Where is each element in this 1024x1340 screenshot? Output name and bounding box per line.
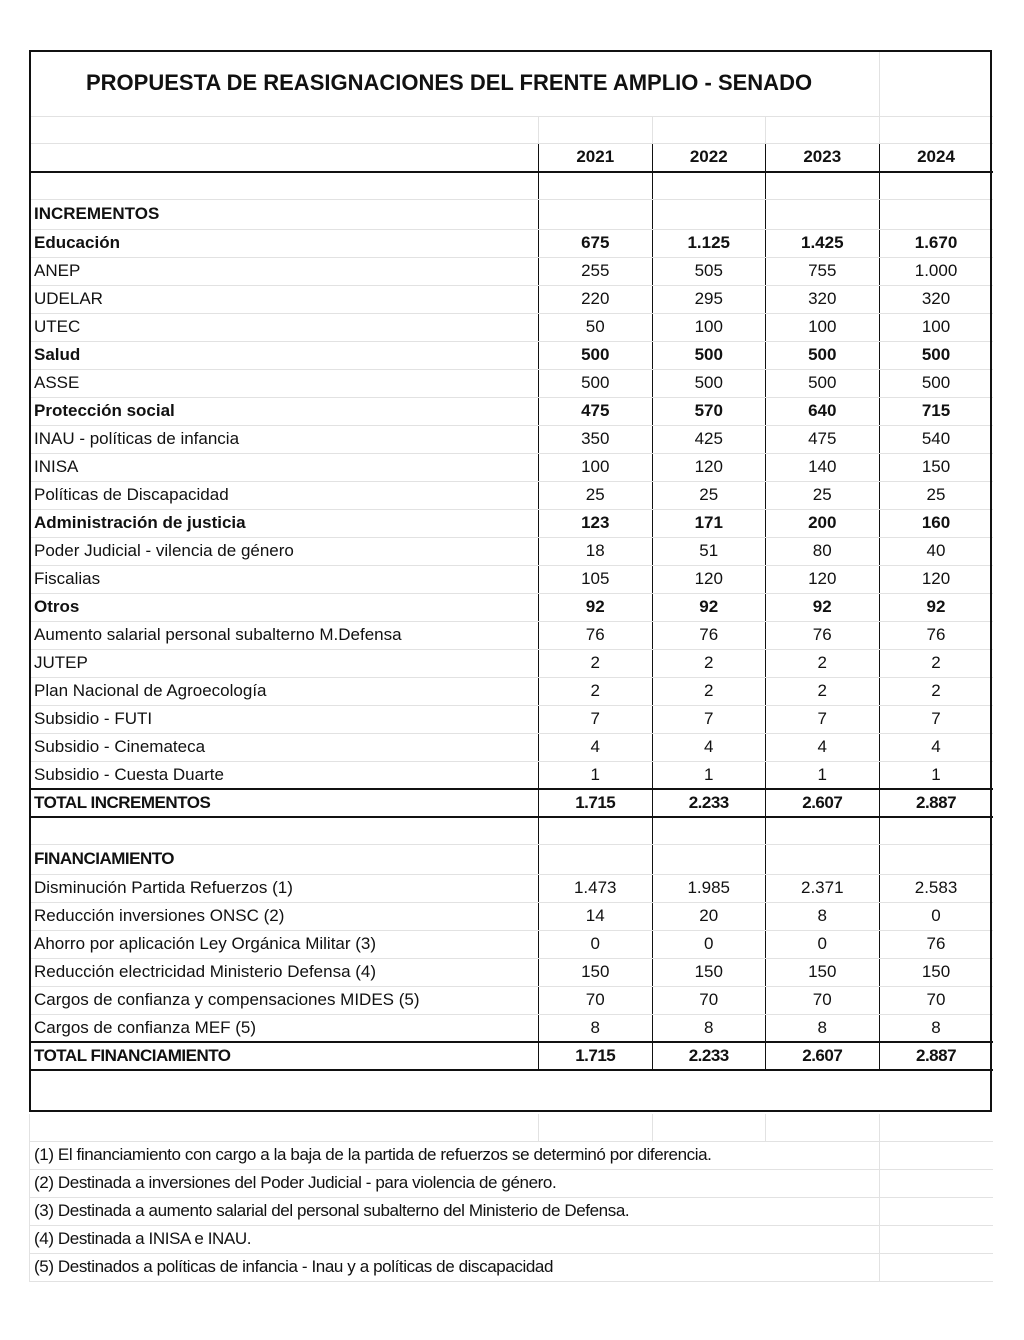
cell-value: 76 [879, 930, 993, 958]
cell-value: 150 [652, 958, 766, 986]
cell-value: 1.425 [766, 229, 880, 257]
table-row [30, 369, 993, 397]
table-row [30, 1014, 993, 1042]
cell-value: 640 [766, 397, 880, 425]
table-row [30, 761, 993, 789]
table-row [30, 537, 993, 565]
cell-value: 18 [539, 537, 653, 565]
cell-value: 160 [879, 509, 993, 537]
footnote: (1) El financiamiento con cargo a la baja de la partida de refuerzos se determinó por diferencia. [30, 1141, 880, 1169]
cell-value: 92 [539, 593, 653, 621]
cell-value: 25 [652, 481, 766, 509]
cell-value: 505 [652, 257, 766, 285]
row-label: Reducción electricidad Ministerio Defensa (4) [30, 958, 539, 986]
cell-value: 4 [879, 733, 993, 761]
cell-value: 2.607 [766, 789, 880, 817]
cell-value: 7 [766, 705, 880, 733]
footnote-row [30, 1225, 993, 1253]
cell-value: 1.125 [652, 229, 766, 257]
cell-value: 2.371 [766, 874, 880, 902]
cell-value: 120 [766, 565, 880, 593]
cell-value: 570 [652, 397, 766, 425]
row-label: Políticas de Discapacidad [30, 481, 539, 509]
cell-value: 25 [539, 481, 653, 509]
cell-value: 100 [766, 313, 880, 341]
cell-value: 150 [539, 958, 653, 986]
cell-value: 2 [766, 677, 880, 705]
spacer-row [30, 172, 993, 199]
cell-value: 500 [879, 341, 993, 369]
cell-value: 70 [766, 986, 880, 1014]
cell-value: 2.233 [652, 1042, 766, 1070]
cell-value: 0 [652, 930, 766, 958]
footnote-row [30, 1169, 993, 1197]
cell-value: 500 [652, 341, 766, 369]
table-row [30, 341, 993, 369]
cell-value: 200 [766, 509, 880, 537]
cell-value: 8 [766, 902, 880, 930]
cell-value: 295 [652, 285, 766, 313]
footnote-row [30, 1253, 993, 1281]
row-label: Plan Nacional de Agroecología [30, 677, 539, 705]
cell-value: 4 [766, 733, 880, 761]
row-label: JUTEP [30, 649, 539, 677]
cell-value: 76 [766, 621, 880, 649]
cell-value: 25 [766, 481, 880, 509]
cell-value: 500 [539, 369, 653, 397]
spreadsheet [29, 50, 992, 1071]
row-label: Poder Judicial - vilencia de género [30, 537, 539, 565]
row-label: Otros [30, 593, 539, 621]
cell-value: 14 [539, 902, 653, 930]
cell-value: 25 [879, 481, 993, 509]
table-row [30, 593, 993, 621]
cell-value: 0 [539, 930, 653, 958]
cell-value: 20 [652, 902, 766, 930]
cell-value: 0 [879, 902, 993, 930]
cell-value: 2 [879, 649, 993, 677]
cell-value: 50 [539, 313, 653, 341]
row-label: Salud [30, 341, 539, 369]
cell-value: 500 [539, 341, 653, 369]
cell-value: 220 [539, 285, 653, 313]
cell-value: 1 [879, 761, 993, 789]
section-header-row [30, 844, 993, 874]
cell-value: 2 [879, 677, 993, 705]
cell-value: 2.233 [652, 789, 766, 817]
year-header: 2022 [652, 143, 766, 172]
row-label: Reducción inversiones ONSC (2) [30, 902, 539, 930]
spacer-row [30, 116, 993, 143]
table-row [30, 425, 993, 453]
cell-value: 755 [766, 257, 880, 285]
cell-value: 4 [652, 733, 766, 761]
row-label: TOTAL FINANCIAMIENTO [30, 1042, 539, 1070]
footnote: (2) Destinada a inversiones del Poder Judicial - para violencia de género. [30, 1169, 880, 1197]
row-label: TOTAL INCREMENTOS [30, 789, 539, 817]
cell-value: 2.607 [766, 1042, 880, 1070]
cell-value: 1.715 [539, 1042, 653, 1070]
row-label: Ahorro por aplicación Ley Orgánica Militar (3) [30, 930, 539, 958]
row-label: UTEC [30, 313, 539, 341]
table-row [30, 986, 993, 1014]
cell-value: 4 [539, 733, 653, 761]
cell-value: 92 [879, 593, 993, 621]
table-row [30, 565, 993, 593]
table-row [30, 874, 993, 902]
cell-value: 425 [652, 425, 766, 453]
row-label: Disminución Partida Refuerzos (1) [30, 874, 539, 902]
cell-value: 150 [879, 453, 993, 481]
cell-value: 70 [539, 986, 653, 1014]
cell-value: 500 [766, 341, 880, 369]
table-row [30, 313, 993, 341]
table-row [30, 257, 993, 285]
cell-value: 1 [766, 761, 880, 789]
cell-value: 1.670 [879, 229, 993, 257]
row-label: Subsidio - FUTI [30, 705, 539, 733]
cell-value: 1.473 [539, 874, 653, 902]
cell-value: 92 [766, 593, 880, 621]
cell-value: 150 [766, 958, 880, 986]
table-row [30, 481, 993, 509]
cell-value: 500 [879, 369, 993, 397]
cell-value: 76 [879, 621, 993, 649]
table-row [30, 453, 993, 481]
year-header-row [30, 143, 993, 172]
cell-value: 255 [539, 257, 653, 285]
cell-value: 1.000 [879, 257, 993, 285]
table-row [30, 509, 993, 537]
row-label: INISA [30, 453, 539, 481]
row-label: Fiscalias [30, 565, 539, 593]
row-label: UDELAR [30, 285, 539, 313]
table-row [30, 902, 993, 930]
row-label: INAU - políticas de infancia [30, 425, 539, 453]
table-row [30, 733, 993, 761]
row-label: ANEP [30, 257, 539, 285]
footnote-row [30, 1197, 993, 1225]
year-header: 2021 [539, 143, 653, 172]
row-label: Subsidio - Cinemateca [30, 733, 539, 761]
row-label: Protección social [30, 397, 539, 425]
cell-value: 76 [652, 621, 766, 649]
cell-value: 120 [652, 565, 766, 593]
cell-value: 70 [652, 986, 766, 1014]
cell-value: 123 [539, 509, 653, 537]
cell-value: 320 [766, 285, 880, 313]
cell-value: 475 [539, 397, 653, 425]
cell-value: 100 [539, 453, 653, 481]
row-label: Educación [30, 229, 539, 257]
cell-value: 2 [766, 649, 880, 677]
cell-value: 7 [652, 705, 766, 733]
cell-value: 92 [652, 593, 766, 621]
cell-value: 540 [879, 425, 993, 453]
table-row [30, 649, 993, 677]
footnote: (3) Destinada a aumento salarial del personal subalterno del Ministerio de Defensa. [30, 1197, 880, 1225]
footnote: (5) Destinados a políticas de infancia - Inau y a políticas de discapacidad [30, 1253, 880, 1281]
total-row [30, 1042, 993, 1070]
cell-value: 120 [652, 453, 766, 481]
cell-value: 105 [539, 565, 653, 593]
cell-value: 150 [879, 958, 993, 986]
cell-value: 500 [766, 369, 880, 397]
row-label: Subsidio - Cuesta Duarte [30, 761, 539, 789]
cell-value: 140 [766, 453, 880, 481]
section-header-row [30, 199, 993, 229]
cell-value: 2 [652, 649, 766, 677]
table-row [30, 930, 993, 958]
cell-value: 675 [539, 229, 653, 257]
row-label: Administración de justicia [30, 509, 539, 537]
row-label: Cargos de confianza y compensaciones MIDES (5) [30, 986, 539, 1014]
cell-value: 1 [652, 761, 766, 789]
cell-value: 70 [879, 986, 993, 1014]
cell-value: 2.583 [879, 874, 993, 902]
cell-value: 1.985 [652, 874, 766, 902]
cell-value: 320 [879, 285, 993, 313]
table-row [30, 397, 993, 425]
footnote-row [30, 1141, 993, 1169]
table-row [30, 705, 993, 733]
footnote: (4) Destinada a INISA e INAU. [30, 1225, 880, 1253]
table-row [30, 621, 993, 649]
row-label: Aumento salarial personal subalterno M.Defensa [30, 621, 539, 649]
cell-value: 120 [879, 565, 993, 593]
cell-value: 1.715 [539, 789, 653, 817]
cell-value: 2.887 [879, 789, 993, 817]
cell-value: 171 [652, 509, 766, 537]
cell-value: 500 [652, 369, 766, 397]
table-row [30, 958, 993, 986]
table-row [30, 285, 993, 313]
cell-value: 100 [879, 313, 993, 341]
title-row [30, 50, 993, 116]
cell-value: 2 [652, 677, 766, 705]
section-header-incrementos: INCREMENTOS [30, 199, 539, 229]
cell-value: 8 [766, 1014, 880, 1042]
total-row [30, 789, 993, 817]
year-header: 2023 [766, 143, 880, 172]
table-row [30, 677, 993, 705]
cell-value: 8 [539, 1014, 653, 1042]
cell-value: 8 [879, 1014, 993, 1042]
year-header: 2024 [879, 143, 993, 172]
cell-value: 40 [879, 537, 993, 565]
cell-value: 1 [539, 761, 653, 789]
table-row [30, 229, 993, 257]
page-title: PROPUESTA DE REASIGNACIONES DEL FRENTE AMPLIO - SENADO [30, 50, 880, 116]
cell-value: 715 [879, 397, 993, 425]
budget-table [29, 50, 993, 1071]
section-header-financiamiento: FINANCIAMIENTO [30, 844, 539, 874]
cell-value: 475 [766, 425, 880, 453]
footnotes [29, 1114, 992, 1282]
cell-value: 8 [652, 1014, 766, 1042]
cell-value: 2 [539, 677, 653, 705]
cell-value: 80 [766, 537, 880, 565]
row-label: ASSE [30, 369, 539, 397]
row-label: Cargos de confianza MEF (5) [30, 1014, 539, 1042]
cell-value: 100 [652, 313, 766, 341]
cell-value: 51 [652, 537, 766, 565]
cell-value: 7 [879, 705, 993, 733]
cell-value: 7 [539, 705, 653, 733]
cell-value: 76 [539, 621, 653, 649]
cell-value: 2.887 [879, 1042, 993, 1070]
cell-value: 0 [766, 930, 880, 958]
cell-value: 2 [539, 649, 653, 677]
cell-value: 350 [539, 425, 653, 453]
